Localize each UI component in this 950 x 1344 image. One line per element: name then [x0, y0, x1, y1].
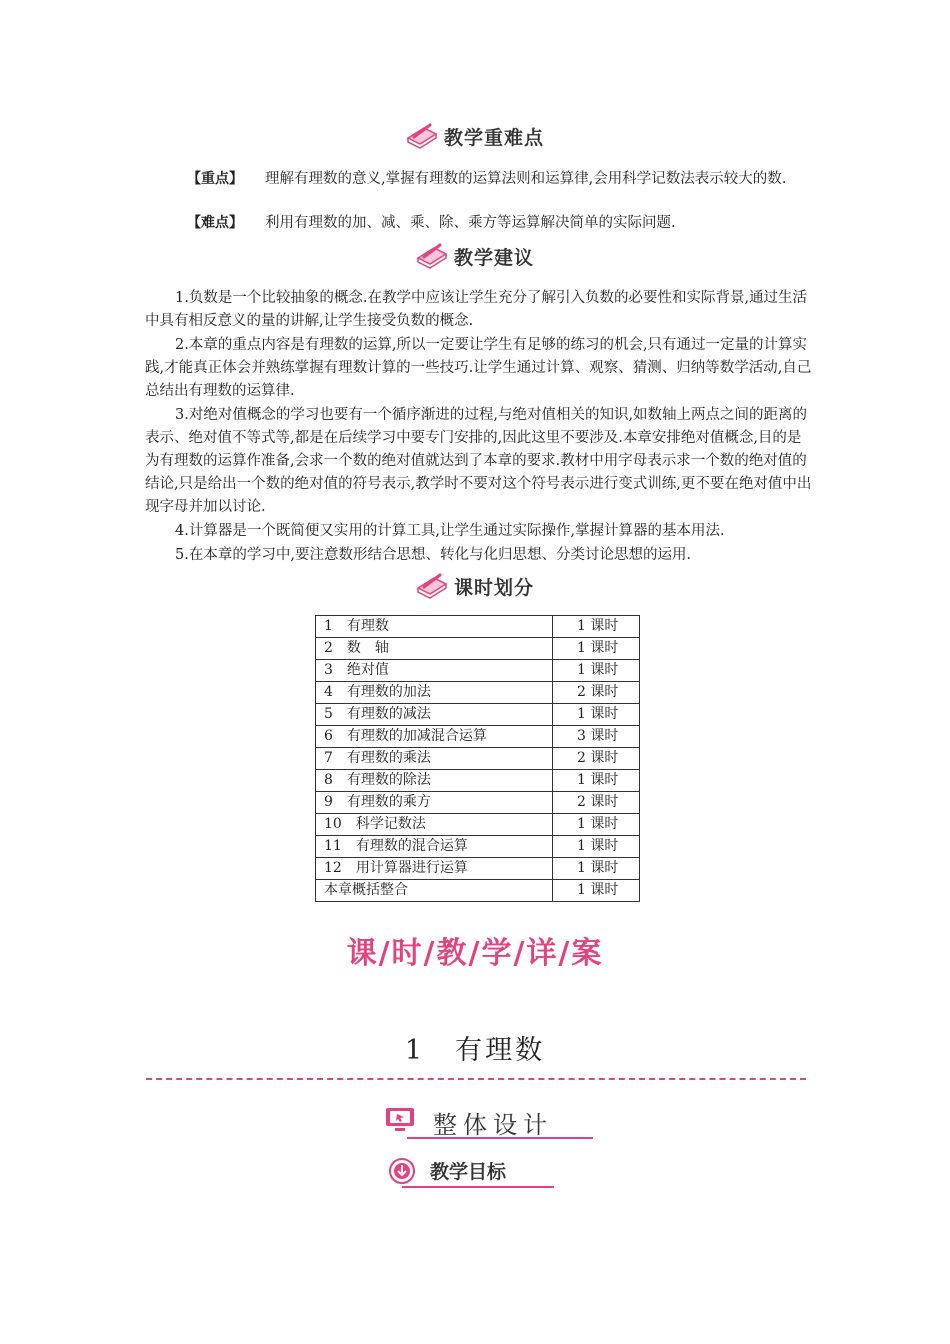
difficulty-text: 利用有理数的加、减、乘、除、乘方等运算解决简单的实际问题.: [265, 215, 676, 231]
lesson-plan-banner: 课/时/教/学/详/案: [346, 936, 604, 971]
key-points-title: 教学重难点: [443, 126, 544, 149]
monitor-icon: [385, 1107, 415, 1133]
hours-cell: 1 课时: [553, 858, 640, 880]
overall-design-heading: [385, 1103, 595, 1141]
focus-label: 【重点】: [187, 171, 243, 187]
book-pen-icon: [416, 572, 448, 600]
hours-cell: 1 课时: [553, 704, 640, 726]
schedule-table-body: [316, 616, 640, 902]
table-row: [316, 726, 640, 748]
schedule-table: [315, 615, 640, 902]
table-row: [316, 704, 640, 726]
suggestions-title: 教学建议: [453, 246, 534, 269]
teaching-goal-heading: [388, 1157, 558, 1189]
suggestion-item: 3.对绝对值概念的学习也要有一个循序渐进的过程,与绝对值相关的知识,如数轴上两点之间的距离的表示、绝对值不等式等,都是在后续学习中要专门安排的,因此这里不要涉及.本章安排绝对值概念,目的是为有理数的运算作准备,会求一个数的绝对值就达到了本章的要求.教材中用字母表示求一个数的绝对值的结论,只是给出一个数的绝对值的符号表示,教学时不要对这个符号表示进行变式训练,更不要在绝对值中出现字母并加以讨论.: [145, 407, 812, 515]
table-row: [316, 682, 640, 704]
table-row: [316, 638, 640, 660]
suggestions-heading: [0, 242, 950, 274]
focus-paragraph: [145, 168, 813, 191]
hours-cell: 1 课时: [553, 770, 640, 792]
topic-cell: 8 有理数的除法: [316, 770, 553, 792]
suggestion-item: 4.计算器是一个既简便又实用的计算工具,让学生通过实际操作,掌握计算器的基本用法.: [175, 523, 725, 539]
hours-cell: 2 课时: [553, 748, 640, 770]
dashed-divider: [146, 1078, 806, 1080]
topic-cell: 2 数 轴: [316, 638, 553, 660]
suggestion-item: 5.在本章的学习中,要注意数形结合思想、转化与化归思想、分类讨论思想的运用.: [175, 547, 692, 563]
hours-cell: 1 课时: [553, 660, 640, 682]
topic-cell: 7 有理数的乘法: [316, 748, 553, 770]
table-row: [316, 858, 640, 880]
topic-cell: 9 有理数的乘方: [316, 792, 553, 814]
table-row: [316, 836, 640, 858]
key-points-heading: [0, 122, 950, 154]
hours-cell: 3 课时: [553, 726, 640, 748]
suggestion-item: 1.负数是一个比较抽象的概念.在教学中应该让学生充分了解引入负数的必要性和实际背景,通过生活中具有相反意义的量的讲解,让学生接受负数的概念.: [145, 290, 808, 329]
heading-underline: [402, 1186, 554, 1188]
topic-cell: 11 有理数的混合运算: [316, 836, 553, 858]
table-row: [316, 616, 640, 638]
lesson-title: 1 有理数: [404, 1035, 546, 1066]
book-pen-icon: [406, 122, 438, 150]
book-pen-icon: [416, 242, 448, 270]
hours-cell: 2 课时: [553, 792, 640, 814]
focus-text: 理解有理数的意义,掌握有理数的运算法则和运算律,会用科学记数法表示较大的数.: [265, 171, 787, 187]
topic-cell: 10 科学记数法: [316, 814, 553, 836]
table-row: [316, 792, 640, 814]
heading-underline: [407, 1137, 593, 1139]
table-row: [316, 660, 640, 682]
table-row: [316, 770, 640, 792]
download-arrow-icon: [388, 1157, 416, 1185]
hours-cell: 1 课时: [553, 616, 640, 638]
overall-design-title: 整体设计: [433, 1111, 553, 1139]
topic-cell: 12 用计算器进行运算: [316, 858, 553, 880]
hours-cell: 1 课时: [553, 836, 640, 858]
hours-cell: 1 课时: [553, 814, 640, 836]
teaching-goal-title: 教学目标: [430, 1161, 507, 1183]
topic-cell: 本章概括整合: [316, 880, 553, 902]
hours-cell: 2 课时: [553, 682, 640, 704]
topic-cell: 1 有理数: [316, 616, 553, 638]
table-row: [316, 748, 640, 770]
table-row: [316, 814, 640, 836]
difficulty-label: 【难点】: [187, 215, 243, 231]
topic-cell: 5 有理数的减法: [316, 704, 553, 726]
suggestion-item: 2.本章的重点内容是有理数的运算,所以一定要让学生有足够的练习的机会,只有通过一定量的计算实践,才能真正体会并熟练掌握有理数计算的一些技巧.让学生通过计算、观察、猜测、归纳等数学活动,自己总结出有理数的运算律.: [145, 337, 812, 399]
topic-cell: 3 绝对值: [316, 660, 553, 682]
table-row: [316, 880, 640, 902]
difficulty-paragraph: [145, 212, 813, 235]
topic-cell: 4 有理数的加法: [316, 682, 553, 704]
hours-cell: 1 课时: [553, 880, 640, 902]
topic-cell: 6 有理数的加减混合运算: [316, 726, 553, 748]
schedule-heading: [0, 572, 950, 604]
hours-cell: 1 课时: [553, 638, 640, 660]
schedule-title: 课时划分: [453, 576, 534, 599]
